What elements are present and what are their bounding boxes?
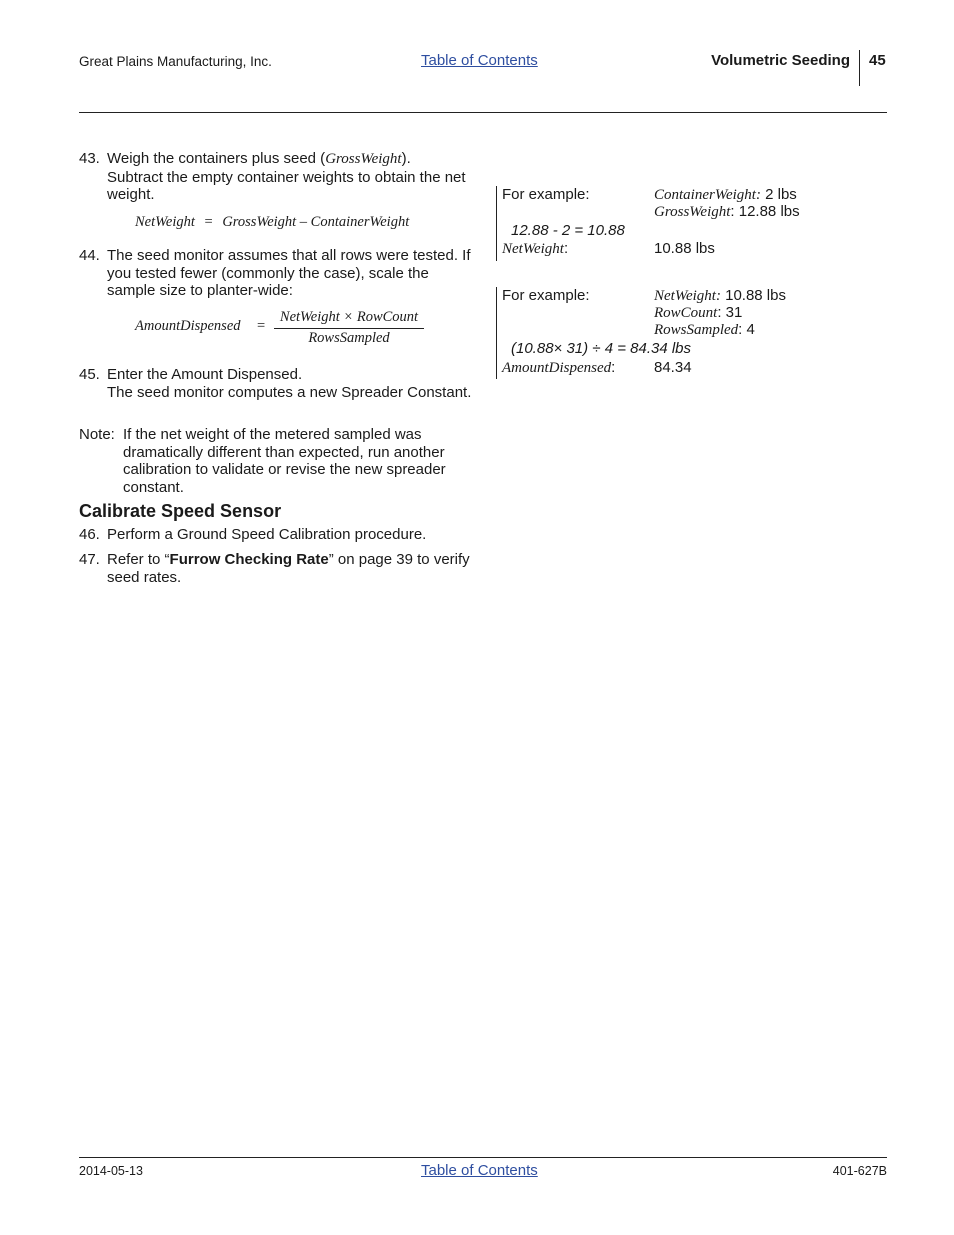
footer-doc-number: 401-627B xyxy=(832,1164,887,1178)
example-calculation: (10.88× 31) ÷ 4 = 84.34 lbs xyxy=(511,340,692,357)
example-result: 84.34 xyxy=(654,359,692,376)
step-number: 45. xyxy=(79,366,100,383)
step-text: Perform a Ground Speed Calibration procedure. xyxy=(107,526,427,543)
header-divider xyxy=(859,50,860,86)
equation-fraction xyxy=(274,309,424,347)
header-rule xyxy=(79,112,887,113)
footer-rule xyxy=(79,1157,887,1158)
header-section-title: Volumetric Seeding xyxy=(711,52,850,69)
example-amount-dispensed: For example: NetWeight: 10.88 lbs RowCount: 31 RowsSampled: 4 (10.88× 31) ÷ 4 = 84.34 lbs AmountDispensed: 84.34 xyxy=(496,287,877,379)
page-number: 45 xyxy=(869,52,886,69)
fraction-denominator: RowsSampled xyxy=(308,329,390,346)
step-text: Weigh the containers plus seed (GrossWeight). Subtract the empty container weights to obtain the net weight. xyxy=(107,150,466,203)
variable-gross-weight: GrossWeight xyxy=(325,151,402,167)
step-number: 46. xyxy=(79,526,100,543)
example-result: 10.88 lbs xyxy=(654,240,715,257)
example-label: For example: xyxy=(502,287,590,304)
header-company: Great Plains Manufacturing, Inc. xyxy=(79,54,272,69)
note-text: If the net weight of the metered sampled was dramatically different than expected, run another calibration to validate or revise the new spreader constant. xyxy=(123,426,446,496)
example-label: For example: xyxy=(502,186,590,203)
footer-toc-link[interactable]: Table of Contents xyxy=(421,1162,538,1179)
step-number: 47. xyxy=(79,551,100,568)
step-number: 44. xyxy=(79,247,100,264)
step-text: Refer to “Furrow Checking Rate” on page 39 to verify seed rates. xyxy=(107,551,470,586)
header-toc-link[interactable]: Table of Contents xyxy=(421,52,538,69)
furrow-checking-rate-link[interactable]: Furrow Checking Rate xyxy=(169,551,329,568)
step-text: Enter the Amount Dispensed. The seed monitor computes a new Spreader Constant. xyxy=(107,366,472,401)
footer-date: 2014-05-13 xyxy=(79,1164,143,1178)
section-heading: Calibrate Speed Sensor xyxy=(79,501,282,521)
amount-dispensed-equation: AmountDispensed = NetWeight × RowCount RowsSampled xyxy=(135,309,435,349)
example-calculation: 12.88 - 2 = 10.88 xyxy=(511,222,625,239)
step-text: The seed monitor assumes that all rows were tested. If you tested fewer (commonly the case), scale the sample size to planter-wide: xyxy=(107,247,471,299)
step-number: 43. xyxy=(79,150,100,167)
example-net-weight: For example: ContainerWeight: 2 lbs GrossWeight: 12.88 lbs 12.88 - 2 = 10.88 NetWeight: 10.88 lbs xyxy=(496,186,877,261)
fraction-numerator: NetWeight × RowCount xyxy=(274,309,424,329)
note-label: Note: xyxy=(79,426,115,443)
net-weight-equation: NetWeight = GrossWeight – ContainerWeight xyxy=(135,214,410,230)
